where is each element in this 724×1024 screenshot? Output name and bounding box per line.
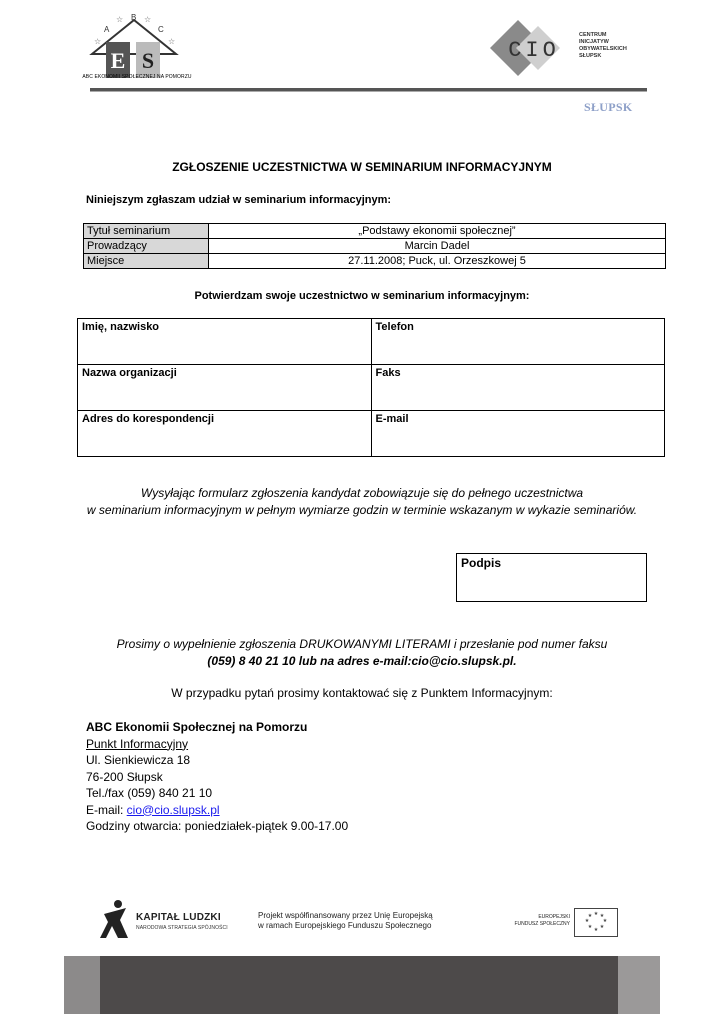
organization-field[interactable]	[78, 365, 372, 411]
contact-intro: W przypadku pytań prosimy kontaktować się z Punktem Informacyjnym:	[171, 686, 553, 700]
contact-hours: Godziny otwarcia: poniedziałek-piątek 9.00-17.00	[86, 819, 349, 833]
seminar-title-label: Tytuł seminarium	[84, 224, 209, 239]
declaration-line: w seminarium informacyjnym w pełnym wymiarze godzin w terminie wskazanym w wykazie seminariów.	[86, 503, 638, 517]
declaration-line: Wysyłając formularz zgłoszenia kandydat zobowiązuje się do pełnego uczestnictwa	[140, 486, 584, 500]
table-row	[84, 239, 666, 254]
declaration-text	[0, 485, 724, 519]
contact-block	[86, 719, 348, 835]
cio-name-line: CENTRUM	[579, 32, 607, 38]
svg-text:☆: ☆	[144, 15, 152, 24]
contact-organization: ABC Ekonomii Społecznej na Pomorzu	[86, 720, 308, 734]
fax-field-label: Faks	[375, 367, 401, 379]
phone-field[interactable]	[371, 319, 665, 365]
eu-fund-line: EUROPEJSKI	[538, 914, 570, 920]
abc-logo-caption: ABC EKONOMII SPOŁECZNEJ NA POMORZU	[82, 74, 192, 80]
fill-instructions-line: (059) 8 40 21 10 lub na adres e-mail:cio@cio.slupsk.pl.	[207, 654, 517, 668]
fill-instructions-line: Prosimy o wypełnienie zgłoszenia DRUKOWANYMI LITERAMI i przesłanie pod numer faksu	[116, 637, 608, 651]
kapital-ludzki-logo	[100, 898, 130, 942]
kapital-ludzki-subtitle: NARODOWA STRATEGIA SPÓJNOŚCI	[136, 925, 228, 931]
footer-bar-left	[64, 956, 100, 1014]
abc-logo-letter-a: A	[104, 25, 110, 34]
cio-logo	[490, 20, 574, 76]
eu-fund-line: FUNDUSZ SPOŁECZNY	[514, 921, 570, 927]
abc-logo-letter-s: S	[141, 48, 155, 73]
svg-text:☆: ☆	[116, 15, 124, 24]
cio-name-line: OBYWATELSKICH	[579, 46, 627, 52]
contact-email-label: E-mail:	[86, 802, 127, 817]
contact-city: 76-200 Słupsk	[86, 769, 163, 784]
contact-street: Ul. Sienkiewicza 18	[86, 753, 191, 767]
contact-email-link[interactable]: cio@cio.slupsk.pl	[126, 802, 220, 817]
eu-fund-text	[500, 914, 570, 928]
eu-flag-icon	[574, 908, 618, 937]
svg-text:★: ★	[599, 913, 605, 919]
svg-text:★: ★	[587, 913, 593, 919]
svg-text:★: ★	[587, 924, 593, 930]
seminar-place-label: Miejsce	[84, 254, 209, 269]
project-funding-line: w ramach Europejskiego Funduszu Społecznego	[258, 921, 432, 930]
contact-point: Punkt Informacyjny	[86, 736, 189, 751]
table-row	[84, 224, 666, 239]
table-row	[78, 365, 665, 411]
page-title: ZGŁOSZENIE UCZESTNICTWA W SEMINARIUM INFORMACYJNYM	[172, 160, 552, 174]
abc-logo-letter-e: E	[110, 48, 126, 73]
svg-text:★: ★	[584, 918, 590, 924]
cio-logo-text: CIO	[508, 38, 560, 63]
table-row	[78, 411, 665, 457]
footer-bar-right	[618, 956, 660, 1014]
address-field-label: Adres do korespondencji	[82, 413, 215, 425]
footer-bar	[64, 956, 660, 1014]
name-field-label: Imię, nazwisko	[82, 321, 160, 333]
seminar-host-value: Marcin Dadel	[209, 239, 666, 254]
project-funding-text	[258, 911, 433, 931]
cio-name	[579, 32, 627, 60]
fax-field[interactable]	[371, 365, 665, 411]
organization-field-label: Nazwa organizacji	[82, 367, 177, 379]
phone-field-label: Telefon	[375, 321, 414, 333]
svg-text:☆: ☆	[94, 37, 102, 46]
intro-text: Niniejszym zgłaszam udział w seminarium informacyjnym:	[86, 194, 392, 206]
seminar-info-table	[83, 223, 666, 269]
contact-email-row	[86, 802, 348, 819]
svg-text:★: ★	[593, 911, 599, 917]
email-field[interactable]	[371, 411, 665, 457]
seminar-title-value: „Podstawy ekonomii społecznej”	[209, 224, 666, 239]
signature-field[interactable]	[456, 553, 647, 602]
participant-form	[77, 318, 665, 457]
abc-logo	[84, 10, 184, 84]
abc-logo-letter-c: C	[158, 25, 164, 34]
header-city: SŁUPSK	[584, 100, 633, 114]
table-row	[78, 319, 665, 365]
address-field[interactable]	[78, 411, 372, 457]
kapital-ludzki-title: KAPITAŁ LUDZKI	[136, 912, 221, 923]
cio-name-line: INICJATYW	[579, 39, 609, 45]
abc-logo-letter-b: B	[131, 13, 137, 22]
svg-text:☆: ☆	[168, 37, 176, 46]
seminar-host-label: Prowadzący	[84, 239, 209, 254]
seminar-place-value: 27.11.2008; Puck, ul. Orzeszkowej 5	[209, 254, 666, 269]
header-divider-light	[90, 91, 647, 92]
svg-text:★: ★	[599, 924, 605, 930]
confirm-text: Potwierdzam swoje uczestnictwo w seminarium informacyjnym:	[194, 290, 530, 302]
svg-text:★: ★	[602, 918, 608, 924]
fill-instructions	[0, 636, 724, 670]
cio-name-line: SŁUPSK	[579, 53, 602, 59]
name-field[interactable]	[78, 319, 372, 365]
project-funding-line: Projekt współfinansowany przez Unię Europejską	[258, 911, 433, 920]
contact-phone: Tel./fax (059) 840 21 10	[86, 786, 213, 800]
signature-label: Podpis	[461, 556, 502, 570]
table-row	[84, 254, 666, 269]
svg-text:★: ★	[593, 927, 599, 933]
email-field-label: E-mail	[375, 413, 409, 425]
